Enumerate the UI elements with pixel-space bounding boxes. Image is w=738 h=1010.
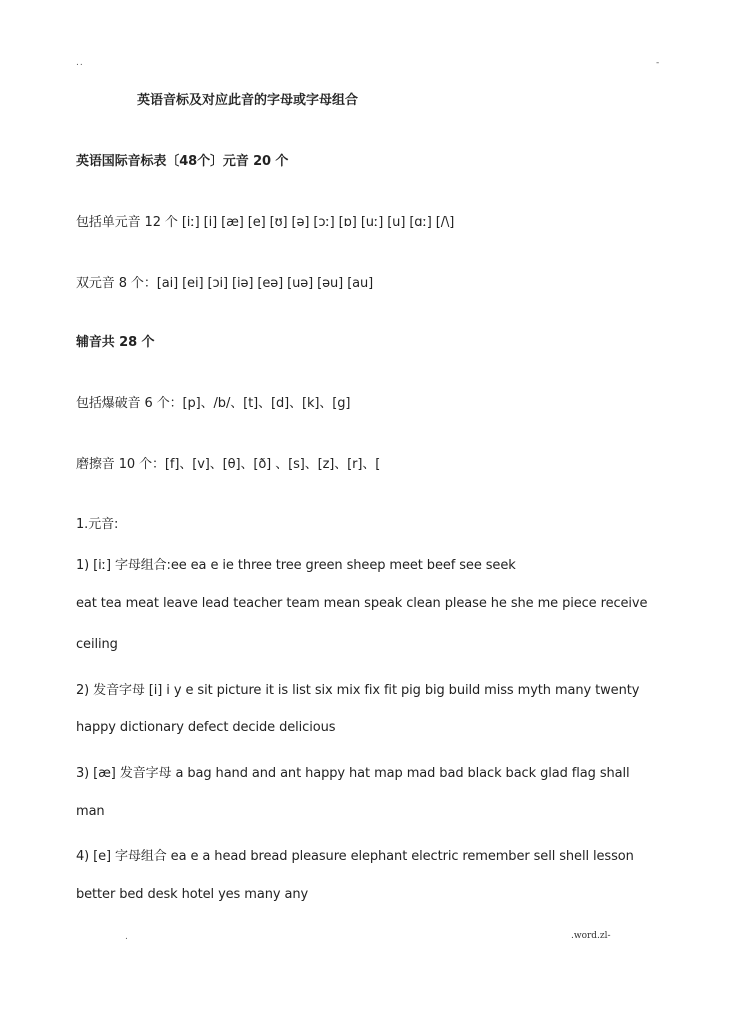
list-item-4: 4) [e] 字母组合 ea e a head bread pleasure elephant electric remember sell shell lesson [76,849,634,864]
list-item-3: 3) [æ] 发音字母 a bag hand and ant happy hat map mad bad black back glad flag shall [76,766,630,781]
header-right-mark: - [656,58,660,68]
list-item-2-continued: happy dictionary defect decide delicious [76,720,336,735]
fricatives-line: 磨擦音 10 个：[f]、[v]、[θ]、[ð] 、[s]、[z]、[r]、[ [76,457,381,472]
list-item-1: 1) [iː] 字母组合:ee ea e ie three tree green sheep meet beef see seek [76,558,516,573]
section-heading-vowels: 英语国际音标表〔48个〕元音 20 个 [76,154,289,169]
section-heading-consonants: 辅音共 28 个 [76,335,155,350]
footer-left-mark: . [125,932,128,942]
list-item-3-continued: man [76,804,105,819]
header-left-mark: .. [76,58,84,68]
list-item-1-continued: eat tea meat leave lead teacher team mean speak clean please he she me piece receive [76,596,648,611]
document-title: 英语音标及对应此音的字母或字母组合 [137,93,359,108]
list-item-2: 2) 发音字母 [i] i y e sit picture it is list six mix fix fit pig big build miss myth many twenty [76,683,640,698]
monophthongs-line: 包括单元音 12 个 [iː] [i] [æ] [e] [ʊ] [ə] [ɔː] [ɒ] [uː] [u] [ɑː] [/\] [76,215,455,230]
vowels-subheading: 1.元音: [76,517,119,532]
list-item-1-continued-2: ceiling [76,637,118,652]
diphthongs-line: 双元音 8 个：[ai] [ei] [ɔi] [iə] [eə] [uə] [əu] [au] [76,276,374,291]
footer-right-mark: .word.zl- [571,931,611,941]
plosives-line: 包括爆破音 6 个：[p]、/b/、[t]、[d]、[k]、[g] [76,396,351,411]
list-item-4-continued: better bed desk hotel yes many any [76,887,309,902]
